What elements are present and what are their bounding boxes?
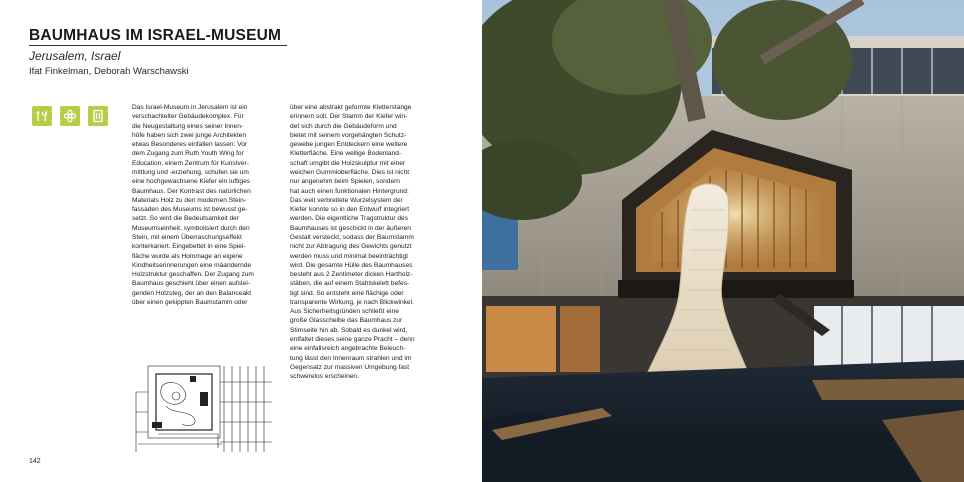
text-line: hat auch einen funktionalen Hintergrund: <box>290 187 409 195</box>
text-line: die Neugestaltung eines seiner Innen- <box>132 122 244 130</box>
text-line: höfe haben sich zwei junge Architekten <box>132 131 246 139</box>
article-location: Jerusalem, Israel <box>29 49 121 63</box>
text-line: große Glasscheibe das Baumhaus zur <box>290 317 403 325</box>
text-line: Kindheitserinnerungen eine mäandernde <box>132 261 252 269</box>
title-rule <box>29 45 287 46</box>
tools-icon <box>32 106 52 126</box>
category-icons <box>32 106 108 126</box>
text-line: Education, einem Zentrum für Kunstver- <box>132 159 249 167</box>
text-line: setzt. So wird die Bedeutsamkeit der <box>132 215 240 223</box>
text-line: nicht zur Abtragung des Gewichts genutzt <box>290 243 412 251</box>
text-line: gewebe jungen Entdeckern eine weitere <box>290 141 408 149</box>
text-line: Baumhauses ist geschickt in der äußeren <box>290 224 411 232</box>
text-line: mittlung und -erziehung, schufen sie um <box>132 168 249 176</box>
text-line: schwerelos erscheinen. <box>290 373 359 381</box>
text-line: nur angenehm beim Spielen, sondern <box>290 178 400 186</box>
text-line: Museumseinheit, symbolisiert durch den <box>132 224 250 232</box>
text-line: fläche wurde als Hommage an eigene <box>132 252 243 260</box>
text-line: schaft umgibt die Holzskulptur mit einer <box>290 159 406 167</box>
text-line: werden muss und minimal beeinträchtigt <box>290 252 409 260</box>
text-column-1 <box>132 103 278 307</box>
text-line: eine einfallsreich angebrachte Beleuch- <box>290 345 406 353</box>
text-line: tigt sind. So entsteht eine flächige oder <box>290 289 404 297</box>
text-line: fassaden des Museums ist bewusst ge- <box>132 206 248 214</box>
text-line: stäben, die auf einem Stahlskelett befes- <box>290 280 410 288</box>
text-line: tung lässt den Innenraum strahlen und im <box>290 354 412 362</box>
floor-plan-drawing <box>132 362 272 452</box>
text-line: Stirnseite hin ab. Sobald es dunkel wird, <box>290 326 408 334</box>
flower-icon <box>60 106 80 126</box>
text-line: bietet mit seinem vorgehängten Schutz- <box>290 131 407 139</box>
text-line: erinnern soll. Der Stamm der Kiefer win- <box>290 113 408 121</box>
text-line: wird. Die gesamte Hülle des Baumhauses <box>290 261 413 269</box>
text-line: über einen gekippten Baumstamm oder <box>132 298 248 306</box>
text-line: Stein, mit einem Überraschungseffekt <box>132 233 242 241</box>
text-column-2 <box>290 103 440 381</box>
text-line: weichen Gummioberfläche. Dies ist nicht <box>290 168 410 176</box>
text-line: Das Israel-Museum in Jerusalem ist ein <box>132 104 248 111</box>
text-line: werden. Die eigentliche Tragstruktur des <box>290 215 409 223</box>
right-page <box>482 0 964 482</box>
text-line: Baumhaus. Der Kontrast des natürlichen <box>132 187 251 195</box>
article-authors: Ifat Finkelman, Deborah Warschawski <box>29 66 189 77</box>
text-line: verschachtelter Gebäudekomplex. Für <box>132 113 244 121</box>
text-line: besteht aus 2 Zentimeter dicken Hartholz- <box>290 271 413 279</box>
building-icon <box>88 106 108 126</box>
text-line: eine hochgewachsene Kiefer ein luftiges <box>132 178 251 186</box>
text-line: Baumhaus geschieht über einen aufstei- <box>132 280 251 288</box>
text-line: entfaltet dieses seine ganze Pracht – denn <box>290 336 415 344</box>
text-line: transparente Wirkung, je nach Blickwinkel. <box>290 298 414 306</box>
article-title: BAUMHAUS IM ISRAEL-MUSEUM <box>29 27 282 44</box>
text-line: Gegensatz zur massiven Umgebung fast <box>290 363 410 371</box>
page-number: 142 <box>29 458 41 465</box>
text-line: konterkariert. Eingebettet in eine Spiel- <box>132 243 246 251</box>
text-line: Holzstruktur geschaffen. Der Zugang zum <box>132 271 254 279</box>
text-line: Kiefer konnte so in den Entwurf integriert <box>290 206 410 214</box>
text-line: genden Holzsteg, der an den Balanceakt <box>132 289 252 297</box>
text-line: etwas Besonderes einfallen lassen: Vor <box>132 141 248 149</box>
text-line: Materials Holz zu den modernen Stein- <box>132 196 246 204</box>
text-line: Das weit verbreitete Wurzelsystem der <box>290 196 403 204</box>
text-line: dem Zugang zum Ruth Youth Wing for <box>132 150 244 158</box>
text-line: über eine abstrakt geformte Kletterstange <box>290 104 412 111</box>
treehouse-photo <box>482 0 964 482</box>
text-line: Aus Sicherheitsgründen schließt eine <box>290 308 399 316</box>
text-line: Gestalt versteckt, sodass der Baumstamm <box>290 233 414 241</box>
text-line: det sich durch die Gebäudeform und <box>290 122 397 130</box>
text-line: Kletterfläche. Eine wellige Bodenland- <box>290 150 402 158</box>
